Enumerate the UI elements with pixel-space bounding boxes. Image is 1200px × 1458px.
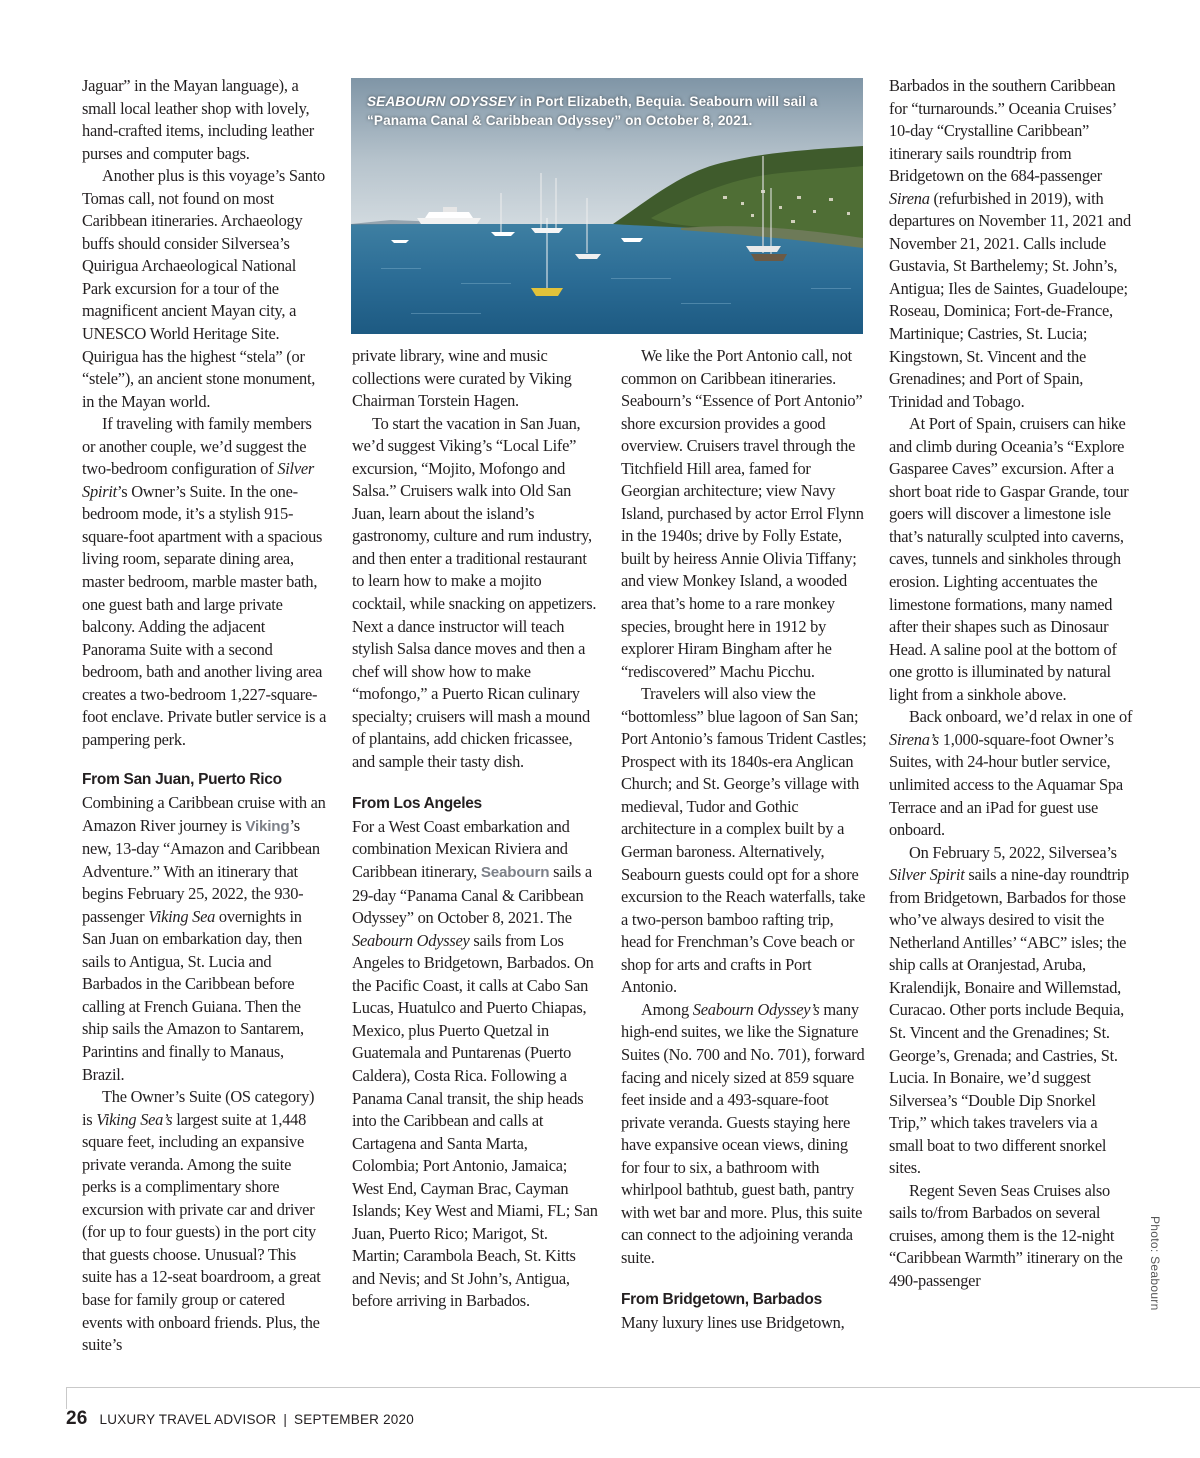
section-heading: From Los Angeles [352, 795, 482, 813]
section-heading: From Bridgetown, Barbados [621, 1291, 822, 1309]
paragraph: Travelers will also view the “bottomless” blue lagoon of San San; Port Antonio’s famous Trident Castles; Prospect with its 1840s-era Anglican Church; and St. George’s village with medieval, Tudor and Gothic architecture in a complex built by a German baroness. Alternatively, Seabourn guests could opt for a shore excursion to the Reach waterfalls, take a two-person bamboo rafting trip, head for Frenchman’s Cove beach or shop for arts and crafts in Port Antonio. [621, 684, 867, 997]
footer-separator: | [283, 1412, 288, 1427]
paragraph: If traveling with family members or another couple, we’d suggest the two-bedroom configuration of Silver Spirit’s Owner’s Suite. In the one-bedroom mode, it’s a stylish 915-square-foot apartment with a spacious living room, separate dining area, master bedroom, marble master bath, one guest bath and large private balcony. Adding the adjacent Panorama Suite with a second bedroom, bath and another living area creates a two-bedroom 1,227-square-foot enclave. Private butler service is a pampering perk. [82, 414, 327, 749]
column-3 [621, 345, 867, 1335]
paragraph: Another plus is this voyage’s Santo Tomas call, not found on most Caribbean itineraries. Archaeology buffs should consider Silversea’s Quirigua Archaeological National Park excursion for a tour of the magnificent ancient Mayan city, a UNESCO World Heritage Site. Quirigua has the highest “stela” (or “stele”), an ancient stone monument, in the Mayan world. [82, 166, 325, 411]
paragraph: Combining a Caribbean cruise with an Amazon River journey is Viking’s new, 13-day “Amazon and Caribbean Adventure.” With an itinerary that begins February 25, 2022, the 930-passenger Viking Sea overnights in San Juan on embarkation day, then sails to Antigua, St. Lucia and Barbados in the Caribbean before calling at French Guiana. Then the ship sails the Amazon to Santarem, Parintins and finally to Manaus, Brazil. [82, 792, 326, 1084]
photo-credit: Photo: Seabourn [1148, 1216, 1162, 1311]
footer-rule [66, 1387, 1200, 1388]
page-footer [66, 1408, 414, 1430]
paragraph: On February 5, 2022, Silversea’s Silver Spirit sails a nine-day roundtrip from Bridgetown, Barbados for those who’ve always desired to visit the Netherland Antilles’ “ABC” isles; the ship calls at Oranjestad, Aruba, Kralendijk, Bonaire and Willemstad, Curacao. Other ports include Bequia, St. Vincent and the Grenadines; St. George’s, Grenada; and Castries, St. Lucia. In Bonaire, we’d suggest Silversea’s “Double Dip Snorkel Trip,” which takes travelers via a small boat to two different snorkel sites. [889, 842, 1129, 1178]
brand-name: Seabourn [480, 864, 550, 882]
caption-ship-name: SEABOURN ODYSSEY [367, 94, 516, 109]
paragraph: Back onboard, we’d relax in one of Sirena’s 1,000-square-foot Owner’s Suites, with 24-hour butler service, unlimited access to the Aquamar Spa Terrace and an iPad for guest use onboard. [889, 707, 1133, 840]
paragraph: For a West Coast embarkation and combination Mexican Riviera and Caribbean itinerary, Seabourn sails a 29-day “Panama Canal & Caribbean Odyssey” on October 8, 2021. The Seabourn Odyssey sails from Los Angeles to Bridgetown, Barbados. On the Pacific Coast, it calls at Cabo San Lucas, Huatulco and Puerto Chiapas, Mexico, plus Puerto Quetzal in Guatemala and Puntarenas (Puerto Caldera), Costa Rica. Following a Panama Canal transit, the ship heads into the Caribbean and calls at Cartagena and Santa Marta, Colombia; Port Antonio, Jamaica; West End, Cayman Brac, Cayman Islands; Key West and Miami, FL; San Juan, Puerto Rico; Marigot, St. Martin; Carambola Beach, St. Kitts and Nevis; and St John’s, Antigua, before arriving in Barbados. [352, 816, 598, 1311]
paragraph: Among Seabourn Odyssey’s many high-end suites, we like the Signature Suites (No. 700 and No. 701), forward facing and nicely sized at 859 square feet inside and a 493-square-foot private veranda. Guests staying here have expansive ocean views, dining for four to six, a bathroom with whirlpool bathtub, guest bath, pantry with wet bar and more. Plus, this suite can connect to the adjoining veranda suite. [621, 999, 865, 1267]
footer-rule-vertical [66, 1387, 67, 1409]
column-4 [889, 75, 1135, 1293]
paragraph: At Port of Spain, cruisers can hike and climb during Oceania’s “Explore Gasparee Caves” excursion. After a short boat ride to Gaspar Grande, tour goers will discover a limestone isle that’s naturally sculpted into caverns, caves, tunnels and sinkholes through erosion. Lighting accentuates the limestone formations, many named after their shapes such as Dinosaur Head. A saline pool at the bottom of one grotto is illuminated by natural light from a sinkhole above. [889, 414, 1129, 704]
section-heading: From San Juan, Puerto Rico [82, 771, 282, 789]
paragraph: The Owner’s Suite (OS category) is Viking Sea’s largest suite at 1,448 square feet, including an expansive private veranda. Among the suite perks is a complimentary shore excursion with private car and driver (for up to four guests) in the port city that guests choose. Unusual? This suite has a 12-seat boardroom, a great base for family group or catered events with onboard friends. Plus, the suite’s [82, 1087, 321, 1355]
photo-caption [367, 92, 847, 130]
column-2 [352, 345, 598, 1313]
paragraph: To start the vacation in San Juan, we’d suggest Viking’s “Local Life” excursion, “Mojito, Mofongo and Salsa.” Cruisers walk into Old San Juan, learn about the island’s gastronomy, culture and rum industry, and then enter a traditional restaurant to learn how to make a mojito cocktail, while snacking on appetizers. Next a dance instructor will teach stylish Salsa dance moves and then a chef will show how to make “mofongo,” a Puerto Rican culinary specialty; cruisers will mash a mound of plantains, add chicken fricassee, and sample their tasty dish. [352, 413, 597, 771]
column-1 [82, 75, 328, 1357]
page-number: 26 [66, 1408, 88, 1429]
paragraph: private library, wine and music collections were curated by Viking Chairman Torstein Hagen. [352, 346, 572, 411]
issue-date: SEPTEMBER 2020 [294, 1412, 414, 1427]
paragraph: Regent Seven Seas Cruises also sails to/from Barbados on several cruises, among them is the 12-night “Caribbean Warmth” itinerary on the 490-passenger [889, 1180, 1123, 1290]
paragraph: Many luxury lines use Bridgetown, [621, 1312, 845, 1332]
paragraph: Barbados in the southern Caribbean for “turnarounds.” Oceania Cruises’ 10-day “Crystalline Caribbean” itinerary sails roundtrip from Bridgetown on the 684-passenger Sirena (refurbished in 2019), with departures on November 11, 2021 and November 21, 2021. Calls include Gustavia, St Barthelemy; St. John’s, Antigua; Iles de Saintes, Guadeloupe; Roseau, Dominica; Fort-de-France, Martinique; Castries, St. Lucia; Kingstown, St. Vincent and the Grenadines; and Port of Spain, Trinidad and Tobago. [889, 76, 1131, 411]
harbor-photo [351, 78, 863, 334]
caption-text: in Port Elizabeth, Bequia. Seabourn will sail a “Panama Canal & Caribbean Odyssey” on October 8, 2021. [367, 94, 818, 128]
brand-name: Viking [245, 817, 290, 835]
paragraph: We like the Port Antonio call, not common on Caribbean itineraries. Seabourn’s “Essence of Port Antonio” shore excursion provides a good overview. Cruisers travel through the Titchfield Hill area, famed for Georgian architecture; view Navy Island, purchased by actor Errol Flynn in the 1940s; drive by Folly Estate, built by heiress Annie Olivia Tiffany; and view Monkey Island, a wooded area that’s home to a rare monkey species, brought here in 1912 by explorer Hiram Bingham after he “rediscovered” Machu Picchu. [621, 346, 864, 681]
magazine-name: LUXURY TRAVEL ADVISOR [99, 1412, 277, 1427]
paragraph: Jaguar” in the Mayan language), a small local leather shop with lovely, hand-crafted items, including leather purses and computer bags. [82, 76, 314, 163]
